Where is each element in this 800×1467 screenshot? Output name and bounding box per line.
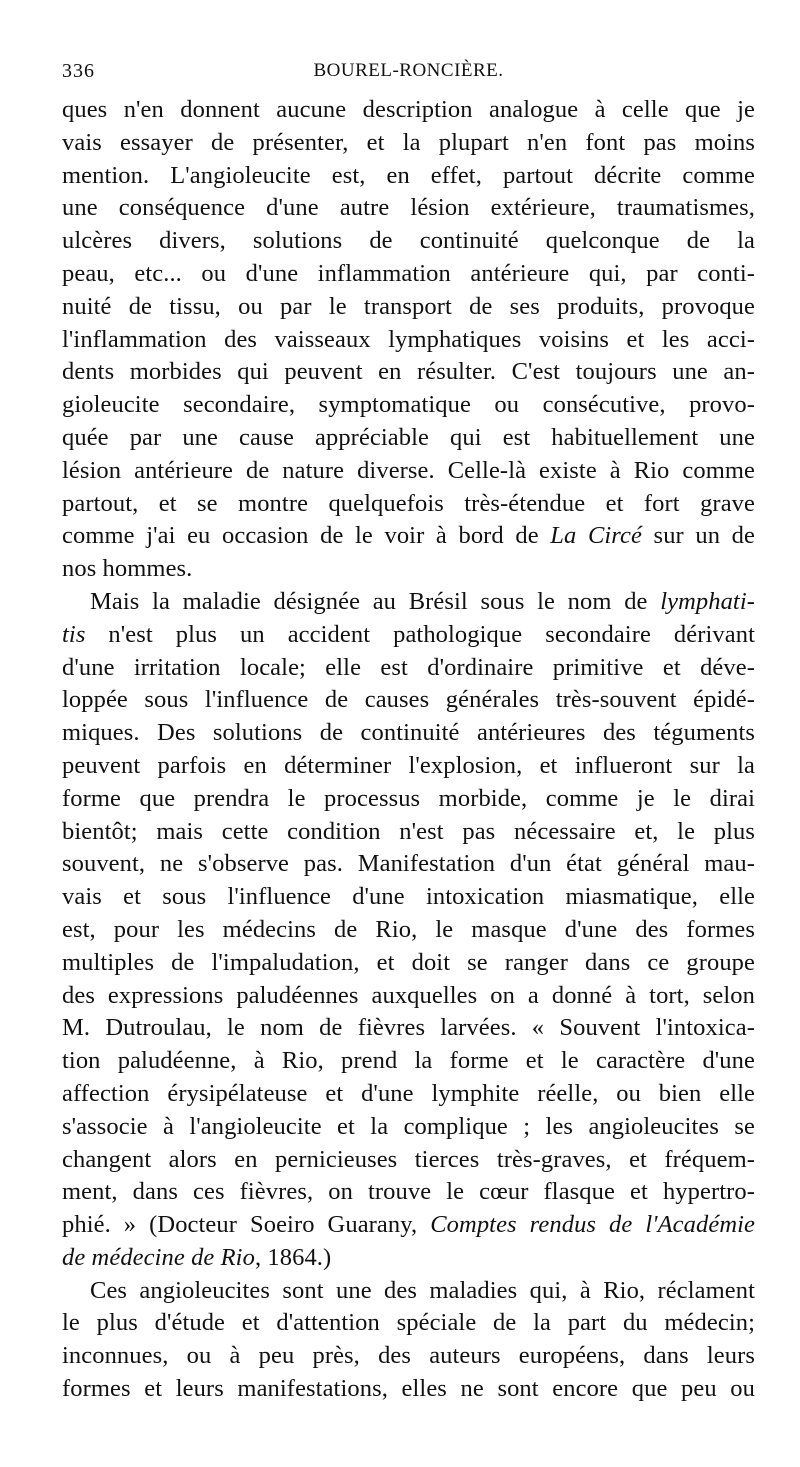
text-line: ment, dans ces fièvres, on trouve le cœur flasque et hypertro- xyxy=(62,1178,755,1206)
text-line xyxy=(62,619,755,652)
text-line: inconnues, ou à peu près, des auteurs européens, dans leurs xyxy=(62,1342,755,1370)
text-line: formes et leurs manifestations, elles ne sont encore que peu ou xyxy=(62,1375,755,1403)
text-segment: , 1864.) xyxy=(254,1243,332,1271)
text-line xyxy=(62,1209,755,1242)
text-line xyxy=(62,1242,755,1275)
running-title: BOUREL-RONCIÈRE. xyxy=(313,60,504,81)
paragraph-start-line: Ces angioleucites sont une des maladies qui, à Rio, réclament xyxy=(90,1276,755,1304)
text-line: affection érysipélateuse et d'une lymphite réelle, ou bien elle xyxy=(62,1079,755,1107)
ship-name-italic: La Circé xyxy=(550,522,642,550)
text-line: d'une irritation locale; elle est d'ordinaire primitive et déve- xyxy=(62,653,755,681)
text-line: quée par une cause appréciable qui est habituellement une xyxy=(62,423,755,451)
term-italic: lymphati- xyxy=(660,587,755,615)
term-italic: tis xyxy=(62,620,86,648)
text-segment: n'est plus un accident pathologique secondaire dérivant xyxy=(85,620,755,648)
paragraph-start-line xyxy=(62,586,755,619)
text-line: miques. Des solutions de continuité antérieures des téguments xyxy=(62,719,755,747)
text-line: le plus d'étude et d'attention spéciale de la part du médecin; xyxy=(62,1309,755,1337)
text-segment: Mais la maladie désignée au Brésil sous le nom de xyxy=(90,587,661,615)
body-text xyxy=(62,94,755,1406)
text-line: une conséquence d'une autre lésion extérieure, traumatismes, xyxy=(62,194,755,222)
text-line: mention. L'angioleucite est, en effet, partout décrite comme xyxy=(62,161,755,189)
page-number: 336 xyxy=(62,60,95,82)
text-line xyxy=(62,520,755,553)
text-line: lésion antérieure de nature diverse. Celle-là existe à Rio comme xyxy=(62,456,755,484)
text-segment: comme j'ai eu occasion de le voir à bord de xyxy=(62,522,551,550)
text-line: peau, etc... ou d'une inflammation antérieure qui, par conti- xyxy=(62,259,755,287)
text-segment: phié. » (Docteur Soeiro Guarany, xyxy=(62,1211,431,1239)
text-line: vais essayer de présenter, et la plupart n'en font pas moins xyxy=(62,128,755,156)
running-header xyxy=(62,56,755,92)
text-line: ulcères divers, solutions de continuité quelconque de la xyxy=(62,227,755,255)
text-line: changent alors en pernicieuses tierces très-graves, et fréquem- xyxy=(62,1145,755,1173)
text-line: des expressions paludéennes auxquelles on a donné à tort, selon xyxy=(62,981,755,1009)
text-line: M. Dutroulau, le nom de fièvres larvées. « Souvent l'intoxica- xyxy=(62,1014,755,1042)
text-segment: sur un de xyxy=(641,522,755,550)
text-line: vais et sous l'influence d'une intoxication miasmatique, elle xyxy=(62,883,755,911)
text-line: souvent, ne s'observe pas. Manifestation d'un état général mau- xyxy=(62,850,755,878)
text-line: bientôt; mais cette condition n'est pas nécessaire et, le plus xyxy=(62,817,755,845)
text-line: loppée sous l'influence de causes générales très-souvent épidé- xyxy=(62,686,755,714)
text-line: partout, et se montre quelquefois très-étendue et fort grave xyxy=(62,489,755,517)
citation-italic: de médecine de Rio xyxy=(62,1243,255,1271)
text-line: l'inflammation des vaisseaux lymphatiques voisins et les acci- xyxy=(62,325,755,353)
text-line: dents morbides qui peuvent en résulter. C'est toujours une an- xyxy=(62,358,755,386)
text-line: gioleucite secondaire, symptomatique ou consécutive, provo- xyxy=(62,391,755,419)
text-line: tion paludéenne, à Rio, prend la forme et le caractère d'une xyxy=(62,1047,755,1075)
text-line: multiples de l'impaludation, et doit se ranger dans ce groupe xyxy=(62,948,755,976)
citation-italic: Comptes rendus de l'Académie xyxy=(430,1211,755,1239)
text-line: nuité de tissu, ou par le transport de ses produits, provoque xyxy=(62,292,755,320)
text-line: est, pour les médecins de Rio, le masque d'une des formes xyxy=(62,915,755,943)
text-line: ques n'en donnent aucune description analogue à celle que je xyxy=(62,96,755,123)
text-line: forme que prendra le processus morbide, comme je le dirai xyxy=(62,784,755,812)
text-line: peuvent parfois en déterminer l'explosion, et influeront sur la xyxy=(62,751,755,779)
text-line: nos hommes. xyxy=(62,555,193,583)
text-line: s'associe à l'angioleucite et la complique ; les angioleucites se xyxy=(62,1112,755,1140)
